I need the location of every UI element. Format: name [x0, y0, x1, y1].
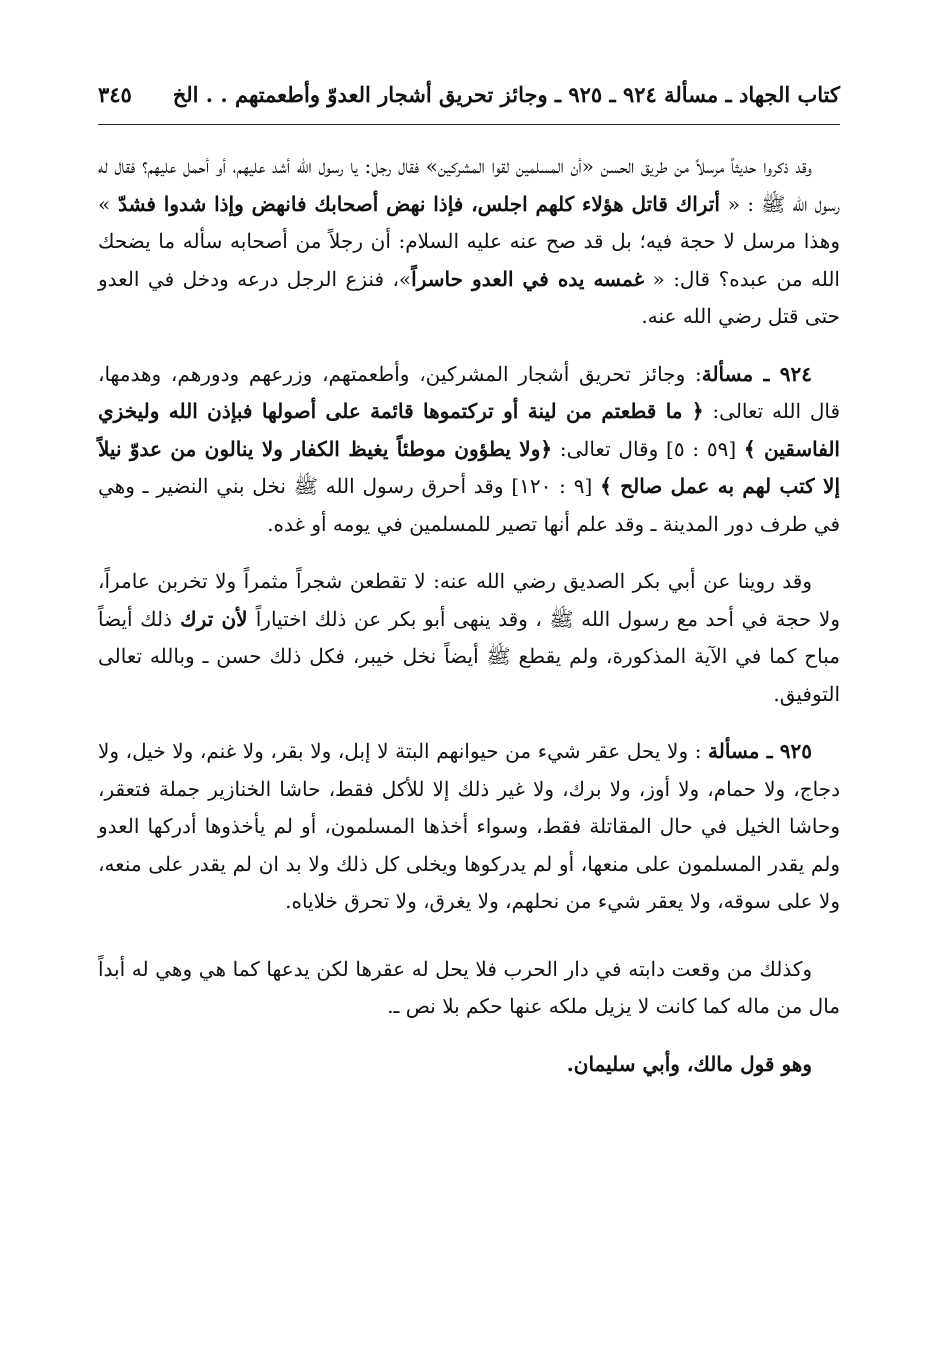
text-span: » وهذا مرسل لا حجة فيه؛ بل قد صح عنه عليه السلام: أن رجلاً من أصحابه سأله ما يضحك الله من عبده؟ قال: «	[98, 191, 840, 291]
text-span: [٩ : ١٢٠] وقد أحرق رسول الله ﷺ نخل بني النضير ـ وهي في طرف دور المدينة ـ وقد علم أنها تصير للمسلمين في يومه أو غده.	[98, 474, 840, 536]
paragraph-masala-924	[98, 356, 840, 544]
hadith-quote: أتراك قاتل هؤلاء كلهم اجلس، فإذا نهض أصحابك فانهض وإذا شدوا فشدّ	[110, 191, 728, 216]
running-header	[98, 74, 840, 114]
text-span: ذلك أيضاً مباح كما في الآية المذكورة، ولم يقطع ﷺ أيضاً نخل خيبر، فكل ذلك حسن ـ وبالله تعالى التوفيق.	[98, 606, 840, 706]
paragraph-hadith	[98, 148, 840, 336]
text-span: »، فنزع الرجل درعه ودخل في العدو حتى قتل رضي الله عنه.	[98, 266, 840, 328]
header-rule	[98, 124, 840, 125]
hadith-quote: غمسه يده في العدو حاسراً	[411, 266, 645, 291]
masala-number: ٩٢٤ ـ مسألة	[701, 361, 812, 386]
quran-verse: ﴿ ما قطعتم من لينة أو تركتموها قائمة على أصولها فبإذن الله وليخزي الفاسقين ﴾	[98, 399, 840, 461]
running-title: كتاب الجهاد ـ مسألة ٩٢٤ ـ ٩٢٥ ـ وجائز تحريق أشجار العدوّ وأطعمتهم . . الخ	[172, 81, 840, 107]
paragraph-masala-925	[98, 733, 840, 921]
text-span: [٥٩ : ٥] وقال تعالى:	[552, 436, 744, 461]
page-body	[98, 148, 840, 1103]
text-span: وقد ذكروا حديثاً مرسلاً من طريق الحسن «أن المسلمين لقوا المشركين» فقال رجل: يا رسول الله أشد عليهم، أو أحمل عليهم؟ فقال له رسول الله ﷺ : «	[98, 154, 840, 216]
paragraph-closing	[98, 1046, 840, 1084]
text-span: : وجائز تحريق أشجار المشركين، وأطعمتهم، وزرعهم ودورهم، وهدمها، قال الله تعالى:	[98, 361, 840, 423]
text-span: وقد روينا عن أبي بكر الصديق رضي الله عنه: لا تقطعن شجراً مثمراً ولا تخربن عامراً، ولا حجة في أحد مع رسول الله ﷺ ، وقد ينهى أبو بكر عن ذلك اختياراً	[98, 569, 840, 631]
text-span: وهو قول مالك، وأبي سليمان.	[566, 1051, 812, 1076]
masala-number: ٩٢٥ ـ مسألة	[708, 739, 813, 763]
text-span: وكذلك من وقعت دابته في دار الحرب فلا يحل له عقرها لكن يدعها كما هي وهي له أبداً مال من ماله كما كانت لا يزيل ملكه عنها حكم بلا نص ـ.	[98, 956, 840, 1018]
text-span: : ولا يحل عقر شيء من حيوانهم البتة لا إبل، ولا بقر، ولا غنم، ولا خيل، ولا دجاج، ولا حمام، ولا أوز، ولا برك، ولا غير ذلك إلا للأكل فقط، حاشا الخنازير جملة فتعقر، وحاشا الخيل في حال المقاتلة فقط، وسواء أخذها المسلمون، أو لم يأخذوها أدركها العدو ولم يقدر المسلمون على منعها، أو لم يدركوها ويخلى كل ذلك ولا بد ان لم يقدر على منعه، ولا على سوقه، ولا يعقر شيء من نحلهم، ولا يغرق، ولا تحرق خلاياه.	[98, 739, 840, 913]
quran-verse: ﴿ولا يطؤون موطئاً يغيظ الكفار ولا ينالون من عدوّ نيلاً إلا كتب لهم به عمل صالح ﴾	[98, 436, 841, 498]
paragraph-abu-bakr	[98, 563, 840, 713]
page-number: ٣٤٥	[98, 81, 132, 107]
paragraph-dar-al-harb	[98, 951, 840, 1026]
emphasis: لأن ترك	[172, 606, 256, 631]
